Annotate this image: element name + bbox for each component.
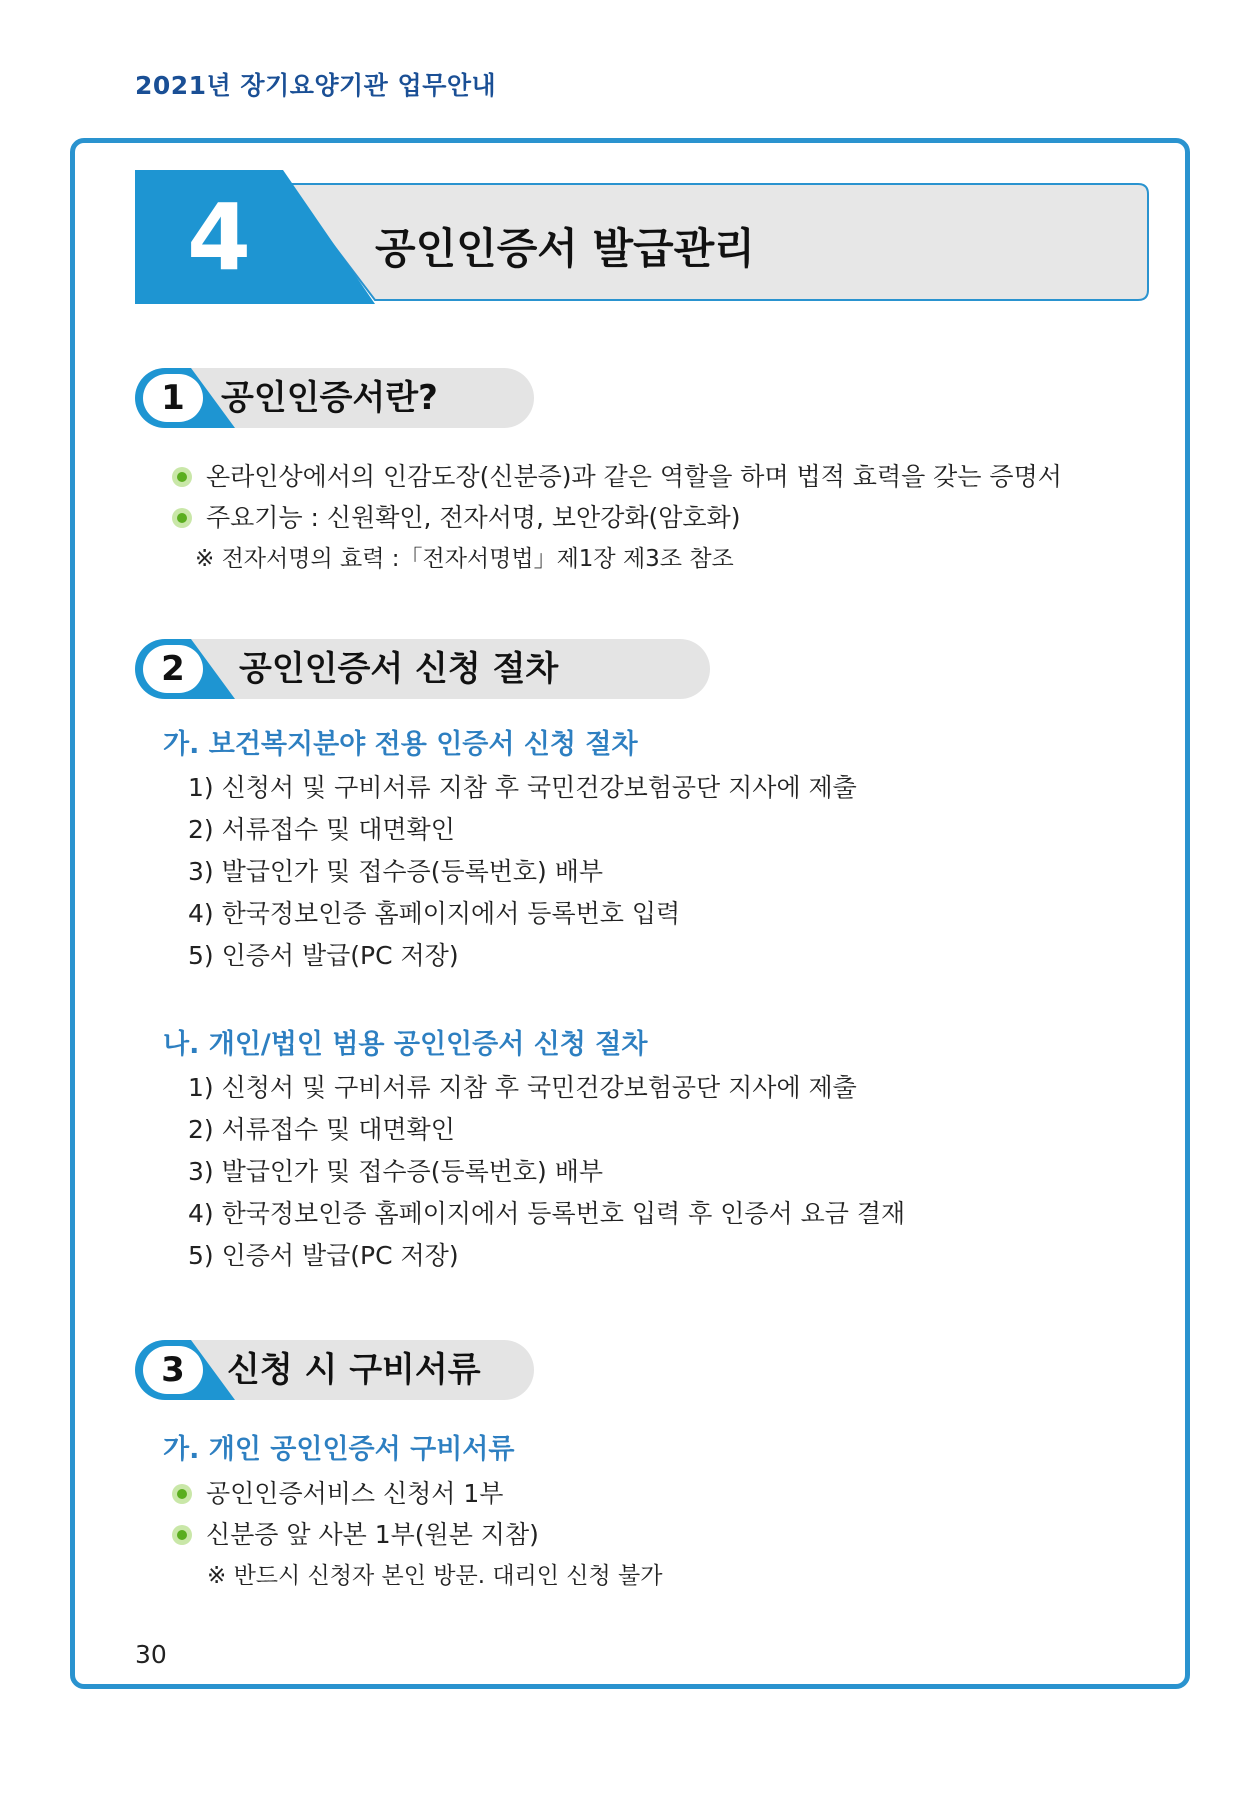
chapter-title: 공인인증서 발급관리 [375,224,755,273]
procedure-step: 4) 한국정보인증 홈페이지에서 등록번호 입력 후 인증서 요금 결재 [188,1199,906,1228]
section-title: 공인인증서 신청 절차 [239,649,559,689]
reference-note: ※ 반드시 신청자 본인 방문. 대리인 신청 불가 [207,1563,663,1589]
bullet-item: 온라인상에서의 인감도장(신분증)과 같은 역할을 하며 법적 효력을 갖는 증명서 [172,461,1062,493]
reference-note: ※ 전자서명의 효력 :「전자서명법」제1장 제3조 참조 [195,546,734,572]
section-title: 공인인증서란? [221,378,438,418]
chapter-number: 4 [187,184,252,291]
procedure-step: 2) 서류접수 및 대면확인 [188,1115,455,1144]
procedure-step: 1) 신청서 및 구비서류 지참 후 국민건강보험공단 지사에 제출 [188,773,857,802]
procedure-step: 2) 서류접수 및 대면확인 [188,815,455,844]
chapter-banner [135,170,1153,304]
bullet-item: 공인인증서비스 신청서 1부 [172,1478,503,1510]
green-bullet-icon [172,508,192,528]
section-number: 1 [161,378,185,418]
subsection-title: 가. 개인 공인인증서 구비서류 [163,1434,515,1465]
procedure-step: 5) 인증서 발급(PC 저장) [188,1241,459,1270]
procedure-step: 3) 발급인가 및 접수증(등록번호) 배부 [188,1157,604,1186]
green-bullet-icon [172,1484,192,1504]
subsection-title: 가. 보건복지분야 전용 인증서 신청 절차 [163,729,638,760]
green-bullet-icon [172,1525,192,1545]
procedure-step: 3) 발급인가 및 접수증(등록번호) 배부 [188,857,604,886]
page-number: 30 [135,1640,167,1669]
section-number: 2 [161,649,185,689]
green-bullet-icon [172,467,192,487]
section-number: 3 [161,1350,185,1390]
procedure-step: 1) 신청서 및 구비서류 지참 후 국민건강보험공단 지사에 제출 [188,1073,857,1102]
bullet-item: 신분증 앞 사본 1부(원본 지참) [172,1519,539,1551]
procedure-step: 5) 인증서 발급(PC 저장) [188,941,459,970]
bullet-item: 주요기능 : 신원확인, 전자서명, 보안강화(암호화) [172,502,740,534]
procedure-step: 4) 한국정보인증 홈페이지에서 등록번호 입력 [188,899,681,928]
subsection-title: 나. 개인/법인 범용 공인인증서 신청 절차 [163,1029,648,1060]
chapter-number-block [135,170,375,304]
running-head-title: 2021년 장기요양기관 업무안내 [135,71,497,100]
section-title: 신청 시 구비서류 [227,1350,481,1390]
